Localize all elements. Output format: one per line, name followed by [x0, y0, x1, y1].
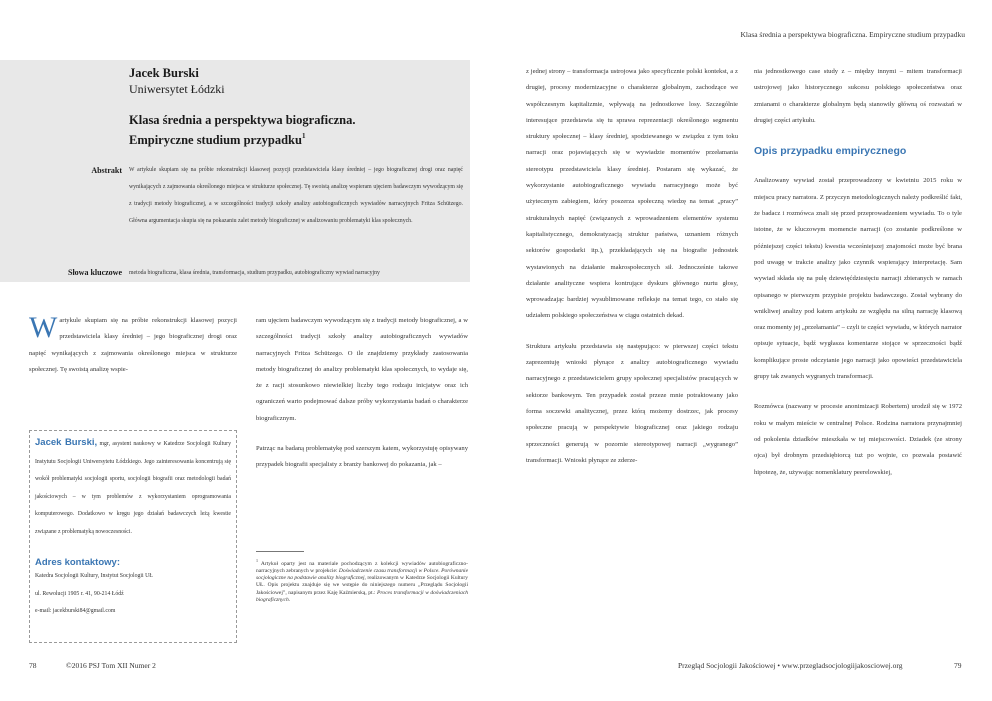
footnote-text-e: .	[288, 596, 291, 603]
footnote-project-title: Doświadczenie czasu transformacji w Polsce. Porównanie socjologiczne na podstawie analizy biograficznej	[256, 568, 469, 582]
title-footnote-mark: 1	[301, 132, 306, 140]
right-page-number: 79	[954, 661, 962, 670]
title-line-1: Klasa średnia a perspektywa biograficzna.	[129, 113, 356, 127]
col4-paragraph-2: Analizowany wywiad został przeprowadzony w kwietniu 2015 roku w miejscu pracy narratora. Z przyczyn metodologicznych należy podkreślić fakt, że badacz i rozmówca znali się przed przeprowadzeniem wywiadu. To o tyle istotne, że w kluczowym momencie narracji (co zostanie podkreślone w późniejszej części tekstu) kwestia wcześniejszej znajomości może być brana pod uwagę w trakcie analizy jako czynnik wspierający interpretację. Sam wywiad składa się na pulę dziewięćdziesięciu narracji zbieranych w ramach opisanego w pierwszym przypisie projektu badawczego. Został wybrany do wnikliwej analizy pod katem artykułu ze względu na silną narrację klasową oraz momenty jej „przełamania” – czyli te części wywiadu, w których narrator opisuje sytuacje, bądź wygłasza komentarze stojące w sprzeczności bądź komplikujące proste odczytanie jego narracji jako opowieści przedstawiciela grupy tak zwanych wygranych transformacji.	[754, 177, 962, 381]
abstract-text: W artykule skupiam się na próbie rekonstrukcji klasowej pozycji przedstawiciela klasy średniej – jego biograficznej drogi oraz napięć wynikających z zajmowania określonego miejsca w strukturze społecznej. Tę swoistą analizę wspieram ujęciem badawczym wywodzącym się z tradycji metody biograficznej, a w szczególności tradycji szkoły analizy autobiograficznych wywiadów narracyjnych Fritza Schützego. Główna argumentacja skupia się na pokazaniu zalet metody biograficznej w analizowaniu problematyki klas społecznych.	[129, 167, 463, 224]
col2-paragraph-2: Patrząc na badaną problematykę pod szerszym katem, wykorzystuję opisywany przypadek biografii specjalisty z branży bankowej do pokazania, jak –	[256, 445, 468, 469]
col4-paragraph-3: Rozmówca (nazwany w procesie anonimizacji Robertem) urodził się w 1972 roku w małym mieście w centralnej Polsce. Rodzina narratora przynajmniej od pokolenia dziadków mieszkała w tej miejscowości. Dziadek (ze strony ojca) był drobnym przedsiębiorcą tuż po wojnie, co pozwala postawić hipotezę, że, używając nomenklatury peerelowskiej,	[754, 403, 962, 476]
col4-paragraph-1: nia jednostkowego case study z – między innymi – mitem transformacji ustrojowej jako historycznego sukcesu polskiego społeczeństwa oraz zmianami o charakterze globalnym będą stanowiły główną oś rozważań w drugiej części artykułu.	[754, 68, 962, 124]
contact-title: Adres kontaktowy:	[35, 557, 120, 568]
body-column-3	[526, 64, 738, 469]
right-journal-info: Przegląd Socjologii Jakościowej • www.przegladsocjologiijakosciowej.org	[678, 661, 903, 670]
author-name: Jacek Burski	[129, 66, 199, 80]
col3-paragraph-1: z jednej strony – transformacja ustrojowa jako specyficznie polski kontekst, a z drugiej, procesy modernizacyjne o charakterze globalnym, zachodzące we współczesnym kapitalizmie, wpływają na jednostkowe losy. Szczególnie interesujące przedstawia się tu sprawa reprezentacji określonego segmentu struktury społecznej – klasy średniej, spodziewanego w związku z tym toku narracji oraz pojawiających się w wywiadzie momentów przełamania stereotypu przedstawiciela klasy średniej. Postaram się wykazać, że wykorzystanie autobiograficznego wywiadu narracyjnego może być użytecznym zabiegiem, który poszerza społeczną wiedzę na temat „pracy” strukturalnych napięć (związanych z wprowadzeniem elementów systemu kapitalistycznego, demokratyzacją struktur państwa, uznaniem różnych sektorów gospodarki itp.), przekładających się na biografie jednostek wystawionych na działanie makrospołecznych sił. Jednocześnie takowe działanie analityczne wspiera kontrujące dyskurs głównego nurtu głosy, wprowadzając bardziej wysublimowane refleksje na temat tego, co stało się udziałem polskiego społeczeństwa w ciągu ostatnich dekad.	[526, 68, 738, 320]
footnote-text-c: , realizowanym w Katedrze Socjologii Kultury UŁ. Opis projektu znajduje się we wstępie do niniejszego numeru „Przeglądu Socjologii Jakościowej”, napisanym przez Kaję Kaźmierską, pt.:	[256, 575, 468, 596]
footnote-mark: 1	[256, 558, 258, 563]
contact-email: e-mail: jacekburski84@gmail.com	[35, 608, 116, 614]
author-bio-text: mgr, asystent naukowy w Katedrze Socjologii Kultury Instytutu Socjologii Uniwersytetu Łódzkiego. Jego zainteresowania koncentrują się wokół problematyki socjologii sportu, socjologii biografii oraz metodologii badań jakościowych – w tym problemów z wykorzystaniem oprogramowania komputerowego. Dodatkowo w kręgu jego działań badawczych leżą kwestie związane z problematyką nowoczesności.	[35, 441, 231, 535]
footnote-text-a: Artykuł oparty jest na materiale pochodzącym z kolekcji wywiadów autobiograficzno-narracyjnych zebranych w projekcie:	[256, 560, 468, 575]
body-column-4	[754, 64, 962, 481]
footnote-intro-title: Proces transformacji w doświadczeniach biograficznych	[256, 589, 469, 603]
keywords-text: metoda biograficzna, klasa średnia, transformacja, studium przypadku, autobiograficzny wywiad narracyjny	[129, 270, 380, 276]
left-journal-info: ©2016 PSJ Tom XII Numer 2	[66, 661, 156, 670]
title-line-2: Empiryczne studium przypadku	[129, 133, 302, 147]
contact-line-1: Katedra Socjologii Kultury, Instytut Socjologii UŁ	[35, 573, 153, 579]
footnote-rule	[256, 551, 304, 552]
article-title	[129, 112, 449, 148]
col1-paragraph: artykule skupiam się na próbie rekonstrukcji klasowej pozycji przedstawiciela klasy średniej – jego biograficznej drogi oraz napięć wynikających z zajmowania określonego miejsca w strukturze społecznej. Tę swoistą analizę wspie-	[29, 317, 237, 373]
running-header: Klasa średnia a perspektywa biograficzna. Empiryczne studium przypadku	[740, 30, 965, 39]
author-info-box	[29, 430, 237, 643]
body-column-2	[256, 313, 468, 474]
footnote	[256, 557, 468, 604]
col3-paragraph-2: Struktura artykułu przedstawia się następująco: w pierwszej części tekstu zaprezentuję wnioski płynące z analizy autobiograficznego wywiadu narracyjnego z przedstawicielem grupy społecznej specjalistów pracujących w sektorze bankowym. Ten przypadek został przeze mnie potraktowany jako forma soczewki analitycznej, przez którą możemy dostrzec, jak procesy społeczne pracują w perspektywie biograficznej oraz jakiego rodzaju sprzeczności generują w pozornie stereotypowej narracji „wygranego” transformacji. Wnioski płynące ze zderze-	[526, 342, 738, 464]
author-bio	[35, 434, 231, 541]
section-title: Opis przypadku empirycznego	[754, 145, 907, 158]
keywords-label: Słowa kluczowe	[68, 268, 122, 277]
right-page	[496, 0, 992, 701]
body-column-1	[29, 313, 237, 378]
author-affiliation: Uniwersytet Łódzki	[129, 82, 225, 96]
author-box-name: Jacek Burski,	[35, 437, 98, 448]
abstract-label: Abstrakt	[91, 166, 122, 175]
col2-paragraph-1: ram ujęciem badawczym wywodzącym się z tradycji metody biograficznej, a w szczególności tradycji szkoły analizy autobiograficznych wywiadów narracyjnych Fritza Schützego. O ile znajdziemy przykłady zastosowania metody biograficznej do analizy problematyki klas społecznych, to wydaje się, że z racji stosunkowo niewielkiej liczby tego rodzaju inicjatyw oraz ich ograniczeń warto podejmować dalsze próby wykorzystania badań o charakterze biograficznym.	[256, 317, 468, 422]
contact-line-2: ul. Rewolucji 1905 r. 41, 90-214 Łódź	[35, 590, 124, 597]
dropcap: W	[29, 311, 58, 344]
left-page-number: 78	[29, 661, 37, 670]
